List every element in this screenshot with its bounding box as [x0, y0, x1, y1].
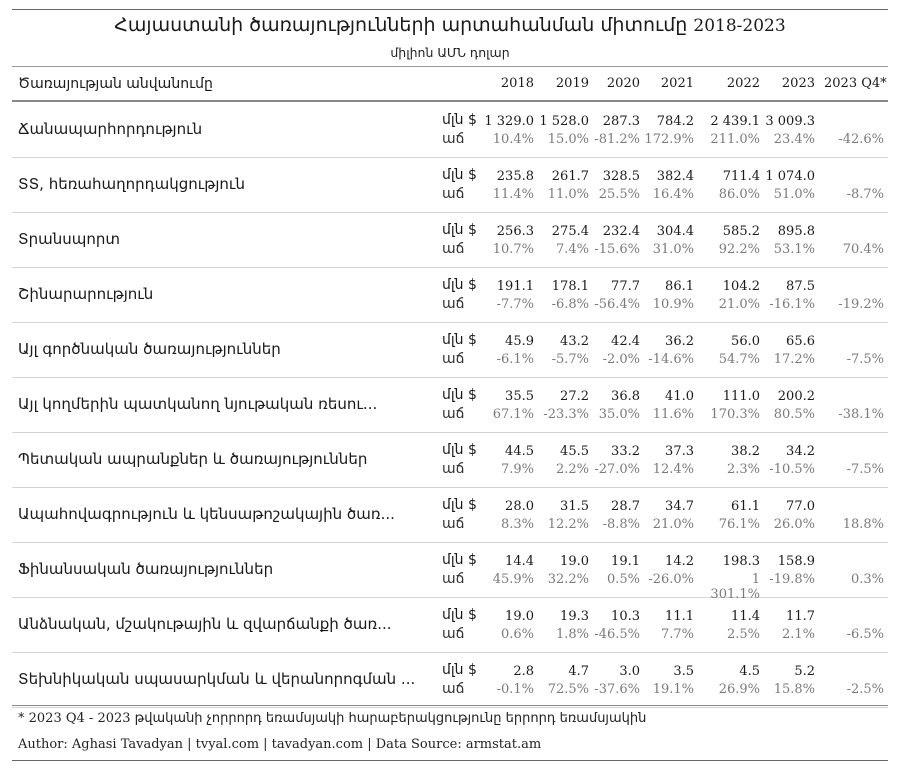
value-cell: 232.4	[602, 224, 640, 239]
growth-cell: -16.1%	[769, 297, 815, 312]
unit-growth-label: աճ	[442, 461, 465, 477]
growth-cell: 76.1%	[718, 517, 760, 532]
column-header-year: 2018	[500, 76, 534, 91]
growth-cell: 72.5%	[547, 682, 589, 697]
value-cell: 43.2	[560, 334, 589, 349]
table-row	[12, 652, 888, 708]
value-cell: 19.1	[611, 554, 640, 569]
value-cell: 38.2	[731, 444, 760, 459]
q4-cell: 70.4%	[842, 242, 884, 257]
row-name: Պետական ապրանքներ և ծառայություններ	[18, 450, 368, 468]
column-header-year: 2021	[660, 76, 694, 91]
unit-growth-label: աճ	[442, 571, 465, 587]
unit-value-label: մլն $	[442, 387, 477, 403]
growth-cell: 17.2%	[773, 352, 815, 367]
value-cell: 27.2	[560, 389, 589, 404]
row-name: Ճանապարհորդություն	[18, 120, 203, 138]
value-cell: 77.0	[786, 499, 815, 514]
value-cell: 86.1	[665, 279, 694, 294]
q4-cell: -42.6%	[838, 132, 884, 147]
growth-cell: 2.1%	[781, 627, 815, 642]
growth-cell: 35.0%	[598, 407, 640, 422]
growth-cell: 53.1%	[773, 242, 815, 257]
growth-cell: -14.6%	[648, 352, 694, 367]
growth-cell: 12.2%	[547, 517, 589, 532]
growth-cell: 16.4%	[652, 187, 694, 202]
value-cell: 36.8	[611, 389, 640, 404]
value-cell: 5.2	[794, 664, 815, 679]
value-cell: 3 009.3	[765, 114, 815, 129]
value-cell: 158.9	[777, 554, 815, 569]
growth-cell: 170.3%	[710, 407, 760, 422]
column-header-year: 2020	[606, 76, 640, 91]
growth-cell: -56.4%	[594, 297, 640, 312]
row-name: ՏՏ, հեռահաղորդակցություն	[18, 175, 245, 193]
value-cell: 28.7	[611, 499, 640, 514]
growth-cell: 211.0%	[710, 132, 760, 147]
value-cell: 34.7	[665, 499, 694, 514]
unit-growth-label: աճ	[442, 351, 465, 367]
title-years: 2018-2023	[693, 16, 786, 36]
footnote-prefix: *	[18, 711, 29, 726]
column-header-q4: 2023 Q4*	[824, 76, 887, 91]
value-cell: 77.7	[611, 279, 640, 294]
footnote-text: թվականի չորրորդ եռամսյակի հարաբերակցությունը երրորդ եռամսյակին	[130, 711, 647, 726]
q4-cell: -38.1%	[838, 407, 884, 422]
value-cell: 2.8	[513, 664, 534, 679]
value-cell: 895.8	[777, 224, 815, 239]
unit-value-label: մլն $	[442, 167, 477, 183]
value-cell: 3.0	[619, 664, 640, 679]
q4-cell: -8.7%	[846, 187, 884, 202]
value-cell: 287.3	[602, 114, 640, 129]
growth-cell: 32.2%	[547, 572, 589, 587]
growth-cell: 7.9%	[500, 462, 534, 477]
value-cell: 14.4	[505, 554, 534, 569]
growth-cell: 15.8%	[773, 682, 815, 697]
column-header-name: Ծառայության անվանումը	[18, 76, 213, 92]
q4-cell: -6.5%	[846, 627, 884, 642]
growth-cell: 45.9%	[492, 572, 534, 587]
table-row	[12, 597, 888, 653]
footnote-years: 2023 Q4 - 2023	[28, 711, 131, 726]
unit-value-label: մլն $	[442, 277, 477, 293]
value-cell: 42.4	[611, 334, 640, 349]
growth-cell: 12.4%	[652, 462, 694, 477]
unit-growth-label: աճ	[442, 241, 465, 257]
growth-cell: -23.3%	[543, 407, 589, 422]
value-cell: 3.5	[673, 664, 694, 679]
title-text: Հայաստանի ծառայությունների արտահանման միտումը	[114, 14, 688, 36]
value-cell: 41.0	[665, 389, 694, 404]
growth-cell: 10.9%	[652, 297, 694, 312]
q4-cell: -7.5%	[846, 352, 884, 367]
unit-value-label: մլն $	[442, 332, 477, 348]
growth-cell: 11.6%	[652, 407, 694, 422]
growth-cell: 92.2%	[718, 242, 760, 257]
column-header-year: 2019	[555, 76, 589, 91]
value-cell: 45.5	[560, 444, 589, 459]
row-name: Ֆինանսական ծառայություններ	[18, 560, 274, 578]
growth-cell: 19.1%	[652, 682, 694, 697]
value-cell: 104.2	[722, 279, 760, 294]
growth-cell: -37.6%	[594, 682, 640, 697]
growth-cell: -46.5%	[594, 627, 640, 642]
column-header-year: 2022	[726, 76, 760, 91]
value-cell: 256.3	[496, 224, 534, 239]
table-row	[12, 102, 888, 158]
growth-cell: 2.2%	[555, 462, 589, 477]
growth-cell: -10.5%	[769, 462, 815, 477]
growth-cell: 54.7%	[718, 352, 760, 367]
value-cell: 45.9	[505, 334, 534, 349]
value-cell: 11.7	[786, 609, 815, 624]
growth-cell: 7.4%	[555, 242, 589, 257]
unit-growth-label: աճ	[442, 131, 465, 147]
row-name: Տրանսպորտ	[18, 230, 120, 248]
growth-cell: 0.5%	[606, 572, 640, 587]
growth-cell: -19.8%	[769, 572, 815, 587]
growth-cell: 21.0%	[652, 517, 694, 532]
q4-cell: -19.2%	[838, 297, 884, 312]
unit-growth-label: աճ	[442, 516, 465, 532]
value-cell: 328.5	[602, 169, 640, 184]
value-cell: 19.3	[560, 609, 589, 624]
value-cell: 4.5	[739, 664, 760, 679]
value-cell: 35.5	[505, 389, 534, 404]
value-cell: 19.0	[505, 609, 534, 624]
value-cell: 1 074.0	[765, 169, 815, 184]
value-cell: 275.4	[551, 224, 589, 239]
value-cell: 65.6	[786, 334, 815, 349]
footer-rule	[12, 705, 888, 706]
growth-cell: -6.1%	[496, 352, 534, 367]
top-rule	[12, 9, 888, 10]
row-name: Այլ գործնական ծառայություններ	[18, 340, 281, 358]
value-cell: 4.7	[568, 664, 589, 679]
unit-growth-label: աճ	[442, 296, 465, 312]
unit-growth-label: աճ	[442, 406, 465, 422]
header-top-rule	[12, 66, 888, 67]
q4-cell: -2.5%	[846, 682, 884, 697]
row-name: Անձնական, մշակութային և զվարճանքի ծառ...	[18, 615, 392, 633]
growth-cell: 1.8%	[555, 627, 589, 642]
growth-cell: 172.9%	[644, 132, 694, 147]
growth-cell: -26.0%	[648, 572, 694, 587]
value-cell: 11.4	[731, 609, 760, 624]
table-row	[12, 267, 888, 323]
growth-cell: 10.7%	[492, 242, 534, 257]
value-cell: 178.1	[551, 279, 589, 294]
growth-cell: -81.2%	[594, 132, 640, 147]
unit-value-label: մլն $	[442, 112, 477, 128]
growth-cell: 67.1%	[492, 407, 534, 422]
value-cell: 19.0	[560, 554, 589, 569]
q4-cell: -7.5%	[846, 462, 884, 477]
growth-cell: -27.0%	[594, 462, 640, 477]
q4-cell: 0.3%	[850, 572, 884, 587]
growth-cell: 15.0%	[547, 132, 589, 147]
value-cell: 191.1	[496, 279, 534, 294]
growth-cell: 0.6%	[500, 627, 534, 642]
table-row	[12, 322, 888, 378]
unit-value-label: մլն $	[442, 442, 477, 458]
table-row	[12, 212, 888, 268]
unit-value-label: մլն $	[442, 552, 477, 568]
value-cell: 2 439.1	[710, 114, 760, 129]
value-cell: 34.2	[786, 444, 815, 459]
value-cell: 261.7	[551, 169, 589, 184]
table-row	[12, 487, 888, 543]
value-cell: 784.2	[656, 114, 694, 129]
author-credit: Author: Aghasi Tavadyan | tvyal.com | tavadyan.com | Data Source: armstat.am	[18, 737, 542, 752]
growth-cell: 7.7%	[660, 627, 694, 642]
growth-cell: 10.4%	[492, 132, 534, 147]
page-title	[0, 14, 900, 36]
unit-growth-label: աճ	[442, 626, 465, 642]
value-cell: 56.0	[731, 334, 760, 349]
growth-cell: 2.3%	[726, 462, 760, 477]
value-cell: 14.2	[665, 554, 694, 569]
q4-cell: 18.8%	[842, 517, 884, 532]
value-cell: 11.1	[665, 609, 694, 624]
row-name: Ապահովագրություն և կենսաթոշակային ծառ...	[18, 505, 395, 523]
value-cell: 33.2	[611, 444, 640, 459]
growth-cell: 1 301.1%	[710, 572, 760, 602]
column-header-year: 2023	[781, 76, 815, 91]
row-name: Տեխնիկական սպասարկման և վերանորոգման ...	[18, 670, 416, 688]
value-cell: 44.5	[505, 444, 534, 459]
value-cell: 1 528.0	[539, 114, 589, 129]
growth-cell: 23.4%	[773, 132, 815, 147]
value-cell: 61.1	[731, 499, 760, 514]
table-row	[12, 377, 888, 433]
growth-cell: -6.8%	[551, 297, 589, 312]
growth-cell: -0.1%	[496, 682, 534, 697]
value-cell: 36.2	[665, 334, 694, 349]
growth-cell: -8.8%	[602, 517, 640, 532]
unit-value-label: մլն $	[442, 607, 477, 623]
value-cell: 711.4	[722, 169, 760, 184]
unit-value-label: մլն $	[442, 222, 477, 238]
row-name: Շինարարություն	[18, 285, 154, 303]
row-name: Այլ կողմերին պատկանող նյութական ռեսու...	[18, 395, 378, 413]
growth-cell: 8.3%	[500, 517, 534, 532]
value-cell: 585.2	[722, 224, 760, 239]
growth-cell: 51.0%	[773, 187, 815, 202]
growth-cell: 31.0%	[652, 242, 694, 257]
value-cell: 87.5	[786, 279, 815, 294]
growth-cell: 26.0%	[773, 517, 815, 532]
unit-growth-label: աճ	[442, 681, 465, 697]
table-row	[12, 432, 888, 488]
page-subtitle: միլիոն ԱՄՆ դոլար	[390, 45, 510, 60]
unit-value-label: մլն $	[442, 662, 477, 678]
value-cell: 28.0	[505, 499, 534, 514]
growth-cell: 21.0%	[718, 297, 760, 312]
value-cell: 200.2	[777, 389, 815, 404]
value-cell: 235.8	[496, 169, 534, 184]
value-cell: 304.4	[656, 224, 694, 239]
growth-cell: 26.9%	[718, 682, 760, 697]
value-cell: 1 329.0	[484, 114, 534, 129]
footnote	[18, 711, 646, 726]
growth-cell: 11.0%	[547, 187, 589, 202]
growth-cell: -7.7%	[496, 297, 534, 312]
value-cell: 111.0	[722, 389, 760, 404]
unit-growth-label: աճ	[442, 186, 465, 202]
growth-cell: 2.5%	[726, 627, 760, 642]
bottom-rule	[12, 760, 888, 761]
value-cell: 198.3	[722, 554, 760, 569]
value-cell: 382.4	[656, 169, 694, 184]
value-cell: 10.3	[611, 609, 640, 624]
growth-cell: -5.7%	[551, 352, 589, 367]
growth-cell: 25.5%	[598, 187, 640, 202]
value-cell: 31.5	[560, 499, 589, 514]
growth-cell: 80.5%	[773, 407, 815, 422]
unit-value-label: մլն $	[442, 497, 477, 513]
value-cell: 37.3	[665, 444, 694, 459]
growth-cell: 86.0%	[718, 187, 760, 202]
table-row	[12, 157, 888, 213]
table-row	[12, 542, 888, 602]
growth-cell: -15.6%	[594, 242, 640, 257]
growth-cell: -2.0%	[602, 352, 640, 367]
growth-cell: 11.4%	[492, 187, 534, 202]
